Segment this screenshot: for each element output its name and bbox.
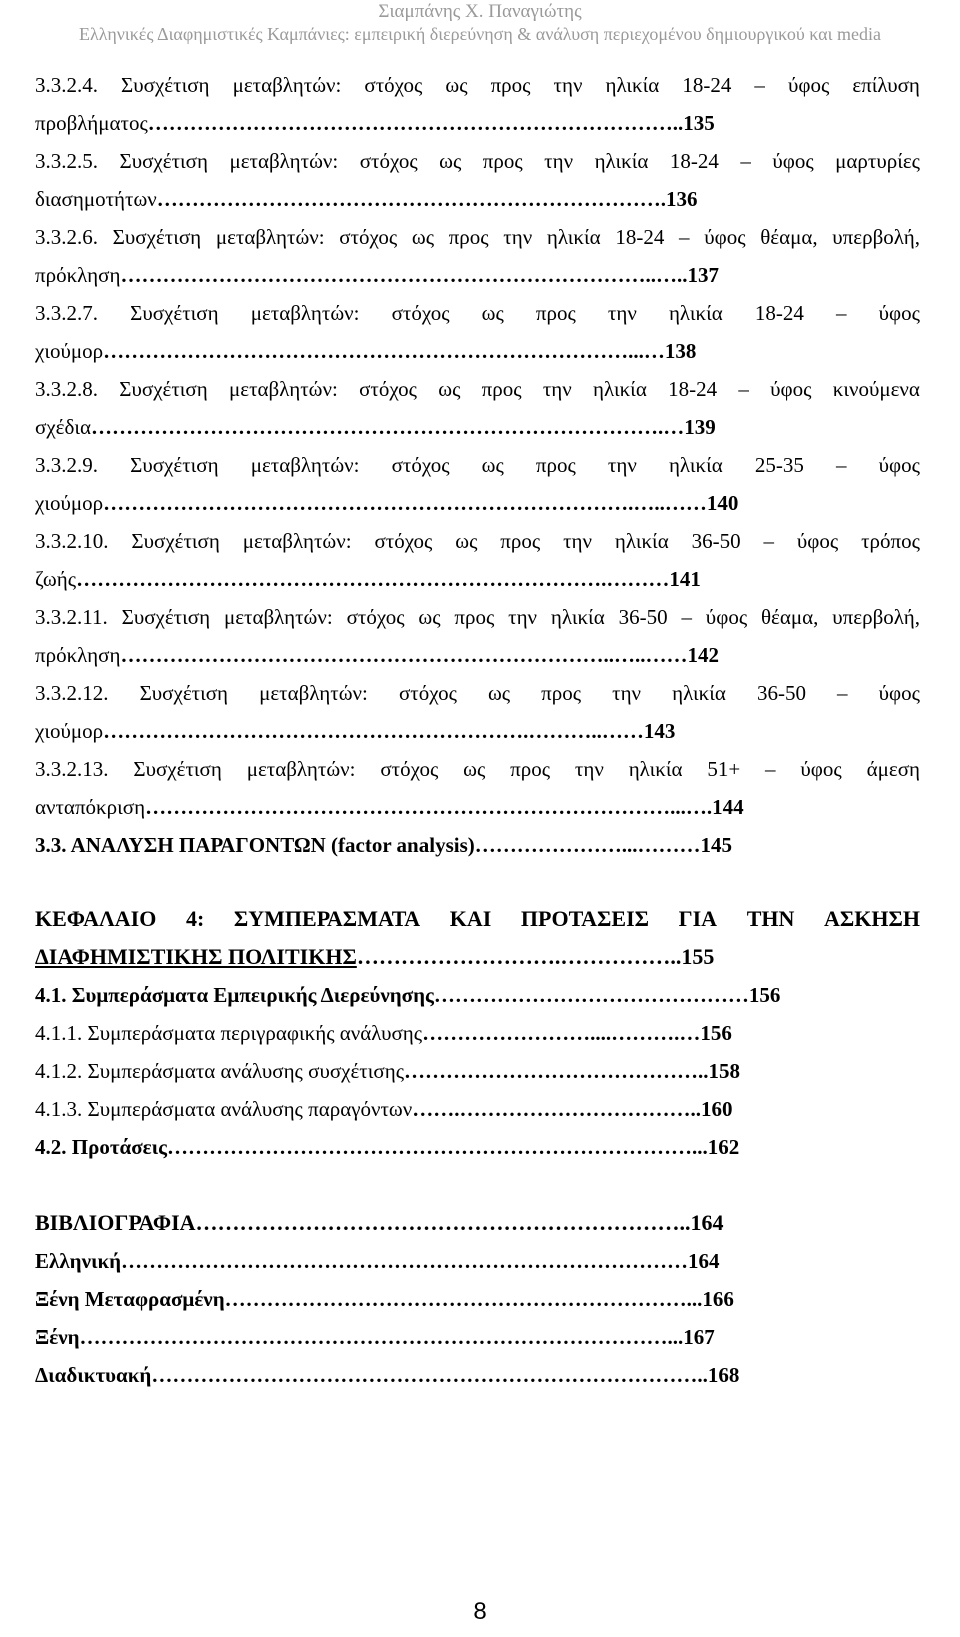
toc-entry[interactable] bbox=[35, 446, 920, 522]
toc-page-number: 160 bbox=[701, 1096, 733, 1121]
toc-entry-title: Ξένη Μεταφρασμένη bbox=[35, 1286, 225, 1311]
toc-entry-title: 4.1.3. Συμπεράσματα ανάλυσης παραγόντων bbox=[35, 1096, 413, 1121]
toc-page-number: 143 bbox=[643, 718, 676, 743]
toc-entry-title: 3.3.2.9. Συσχέτιση μεταβλητών: στόχος ως προς την ηλικία 25-35 – ύφος bbox=[35, 452, 920, 477]
toc-entry-title: Ξένη bbox=[35, 1324, 80, 1349]
toc-entry-4-1-1[interactable] bbox=[35, 1014, 920, 1052]
toc-entry-4-1-2[interactable] bbox=[35, 1052, 920, 1090]
toc-entry-title-end: προβλήματος bbox=[35, 110, 148, 135]
toc-page-number: 140 bbox=[706, 490, 739, 515]
toc-page-number: 164 bbox=[690, 1210, 724, 1235]
toc-entry-title: ΒΙΒΛΙΟΓΡΑΦΙΑ bbox=[35, 1210, 196, 1235]
toc-leader-dots: …….…………………………….. bbox=[412, 1096, 701, 1121]
toc-entry-title-end: πρόκληση bbox=[35, 262, 121, 287]
header-author: Σιαμπάνης Χ. Παναγιώτης bbox=[378, 1, 582, 22]
toc-leader-dots: …………………………………………………………………………... bbox=[79, 1324, 684, 1349]
toc-leader-dots: ………………………………………………………………….…..…… bbox=[103, 490, 707, 515]
toc-page-number: 142 bbox=[687, 642, 719, 667]
toc-entry-title: 3.3.2.13. Συσχέτιση μεταβλητών: στόχος ως προς την ηλικία 51+ – ύφος άμεση bbox=[35, 756, 920, 781]
toc-leader-dots: ………………………………………………………….. bbox=[195, 1210, 691, 1235]
toc-page-number: 135 bbox=[683, 110, 715, 135]
toc-leader-dots: ………………………………………………………………. bbox=[156, 186, 667, 211]
toc-entry-title: 3.3.2.11. Συσχέτιση μεταβλητών: στόχος ως προς την ηλικία 36-50 – ύφος θέαμα, υπερβολή, bbox=[35, 604, 920, 629]
toc-leader-dots: …………………………………………………………... bbox=[224, 1286, 703, 1311]
table-of-contents bbox=[35, 66, 920, 1394]
running-header bbox=[0, 0, 960, 46]
toc-leader-dots: ……………………....……….… bbox=[422, 1020, 701, 1045]
toc-entry-title: 3.3.2.8. Συσχέτιση μεταβλητών: στόχος ως προς την ηλικία 18-24 – ύφος κινούμενα bbox=[35, 376, 920, 401]
toc-leader-dots: …………………………………………………………………...…. bbox=[145, 794, 713, 819]
toc-entry[interactable] bbox=[35, 750, 920, 826]
toc-page-number: 138 bbox=[664, 338, 697, 363]
toc-leader-dots: ……………………….…………….. bbox=[356, 944, 682, 969]
toc-leader-dots: ……………………………………………………………………….… bbox=[91, 414, 685, 439]
toc-leader-dots: …………………………………………………………………….. bbox=[151, 1362, 708, 1387]
toc-entry-foreign[interactable] bbox=[35, 1318, 920, 1356]
toc-page-number: 156 bbox=[748, 982, 781, 1007]
toc-page-number: 155 bbox=[681, 944, 715, 969]
toc-entry[interactable] bbox=[35, 142, 920, 218]
toc-chapter-4[interactable] bbox=[35, 900, 920, 976]
toc-entry-title-end: διασημοτήτων bbox=[35, 186, 157, 211]
toc-page-number: 136 bbox=[666, 186, 698, 211]
toc-leader-dots: ……………………………………………………………………… bbox=[121, 1248, 689, 1273]
toc-page-number: 166 bbox=[702, 1286, 734, 1311]
toc-entry[interactable] bbox=[35, 598, 920, 674]
toc-leader-dots: …………………………………….. bbox=[404, 1058, 709, 1083]
toc-entry-title: 4.1.1. Συμπεράσματα περιγραφικής ανάλυσης bbox=[35, 1020, 423, 1045]
page-number: 8 bbox=[473, 1598, 487, 1625]
toc-entry[interactable] bbox=[35, 522, 920, 598]
toc-page-number: 158 bbox=[708, 1058, 741, 1083]
toc-page-number: 162 bbox=[707, 1134, 740, 1159]
toc-entry-4-2[interactable] bbox=[35, 1128, 920, 1166]
toc-page-number: 139 bbox=[684, 414, 716, 439]
toc-entry-title-end: χιούμορ bbox=[35, 338, 104, 363]
header-thesis-title: Ελληνικές Διαφημιστικές Καμπάνιες: εμπειρική διερεύνηση & ανάλυση περιεχομένου δημιουργικού και media bbox=[79, 24, 881, 44]
toc-entry-title-end: χιούμορ bbox=[35, 718, 104, 743]
toc-page-number: 167 bbox=[683, 1324, 715, 1349]
toc-entry-title: 3.3.2.4. Συσχέτιση μεταβλητών: στόχος ως προς την ηλικία 18-24 – ύφος επίλυση bbox=[35, 72, 920, 97]
toc-entry-bibliography[interactable] bbox=[35, 1204, 920, 1242]
toc-page-number: 137 bbox=[687, 262, 719, 287]
toc-entry[interactable] bbox=[35, 66, 920, 142]
toc-leader-dots: …………………………………………………………………... bbox=[167, 1134, 708, 1159]
toc-entry-online[interactable] bbox=[35, 1356, 920, 1394]
toc-entry-4-1-3[interactable] bbox=[35, 1090, 920, 1128]
toc-entry-foreign-translated[interactable] bbox=[35, 1280, 920, 1318]
toc-entry-title: 3.3. ΑΝΑΛΥΣΗ ΠΑΡΑΓΟΝΤΩΝ (factor analysis) bbox=[35, 832, 475, 857]
toc-entry-greek[interactable] bbox=[35, 1242, 920, 1280]
toc-leader-dots: …………………...……… bbox=[474, 832, 701, 857]
toc-entry-title-end: σχέδια bbox=[35, 414, 92, 439]
toc-entry-title: 3.3.2.10. Συσχέτιση μεταβλητών: στόχος ως προς την ηλικία 36-50 – ύφος τρόπος bbox=[35, 528, 920, 553]
toc-leader-dots: ………………………………………………………………….……… bbox=[76, 566, 670, 591]
toc-page-number: 168 bbox=[707, 1362, 740, 1387]
toc-entry-title-end: ζωής bbox=[35, 566, 77, 591]
toc-leader-dots: ……………………………………… bbox=[433, 982, 749, 1007]
toc-entry-title: 4.1.2. Συμπεράσματα ανάλυσης συσχέτισης bbox=[35, 1058, 405, 1083]
toc-page-number: 141 bbox=[669, 566, 701, 591]
toc-entry-title: Διαδικτυακή bbox=[35, 1362, 152, 1387]
toc-leader-dots: …………………………………………………………………..….. bbox=[120, 262, 688, 287]
toc-entry-title: 3.3.2.12. Συσχέτιση μεταβλητών: στόχος ως προς την ηλικία 36-50 – ύφος bbox=[35, 680, 920, 705]
toc-entry-factor-analysis[interactable] bbox=[35, 826, 920, 864]
toc-page-number: 144 bbox=[712, 794, 744, 819]
toc-entry-title: 4.1. Συμπεράσματα Εμπειρικής Διερεύνησης bbox=[35, 982, 434, 1007]
toc-leader-dots: …………………………………………………….………..…… bbox=[103, 718, 644, 743]
toc-chapter-title: ΚΕΦΑΛΑΙΟ 4: ΣΥΜΠΕΡΑΣΜΑΤΑ ΚΑΙ ΠΡΟΤΑΣΕΙΣ ΓΙΑ ΤΗΝ ΑΣΚΗΣΗ bbox=[35, 906, 920, 931]
toc-entry-title: 3.3.2.7. Συσχέτιση μεταβλητών: στόχος ως προς την ηλικία 18-24 – ύφος bbox=[35, 300, 920, 325]
toc-entry-title: 4.2. Προτάσεις bbox=[35, 1134, 167, 1159]
toc-entry-title-end: χιούμορ bbox=[35, 490, 104, 515]
toc-entry-title-end: ανταπόκριση bbox=[35, 794, 146, 819]
toc-entry-title: Ελληνική bbox=[35, 1248, 122, 1273]
toc-entry[interactable] bbox=[35, 370, 920, 446]
toc-entry[interactable] bbox=[35, 674, 920, 750]
toc-page-number: 164 bbox=[688, 1248, 720, 1273]
toc-page-number: 156 bbox=[700, 1020, 732, 1045]
toc-entry[interactable] bbox=[35, 294, 920, 370]
toc-entry-title-end: πρόκληση bbox=[35, 642, 121, 667]
toc-leader-dots: ………………………………………………………………….. bbox=[147, 110, 684, 135]
toc-entry[interactable] bbox=[35, 218, 920, 294]
toc-entry-title: 3.3.2.5. Συσχέτιση μεταβλητών: στόχος ως προς την ηλικία 18-24 – ύφος μαρτυρίες bbox=[35, 148, 920, 173]
toc-entry-title: 3.3.2.6. Συσχέτιση μεταβλητών: στόχος ως προς την ηλικία 18-24 – ύφος θέαμα, υπερβολή, bbox=[35, 224, 920, 249]
toc-entry-4-1[interactable] bbox=[35, 976, 920, 1014]
toc-page-number: 145 bbox=[700, 832, 732, 857]
toc-leader-dots: ……………………………………………………………..…..…… bbox=[120, 642, 688, 667]
toc-leader-dots: …………………………………………………………………...… bbox=[103, 338, 665, 363]
toc-chapter-title-end: ΔΙΑΦΗΜΙΣΤΙΚΗΣ ΠΟΛΙΤΙΚΗΣ bbox=[35, 944, 357, 969]
